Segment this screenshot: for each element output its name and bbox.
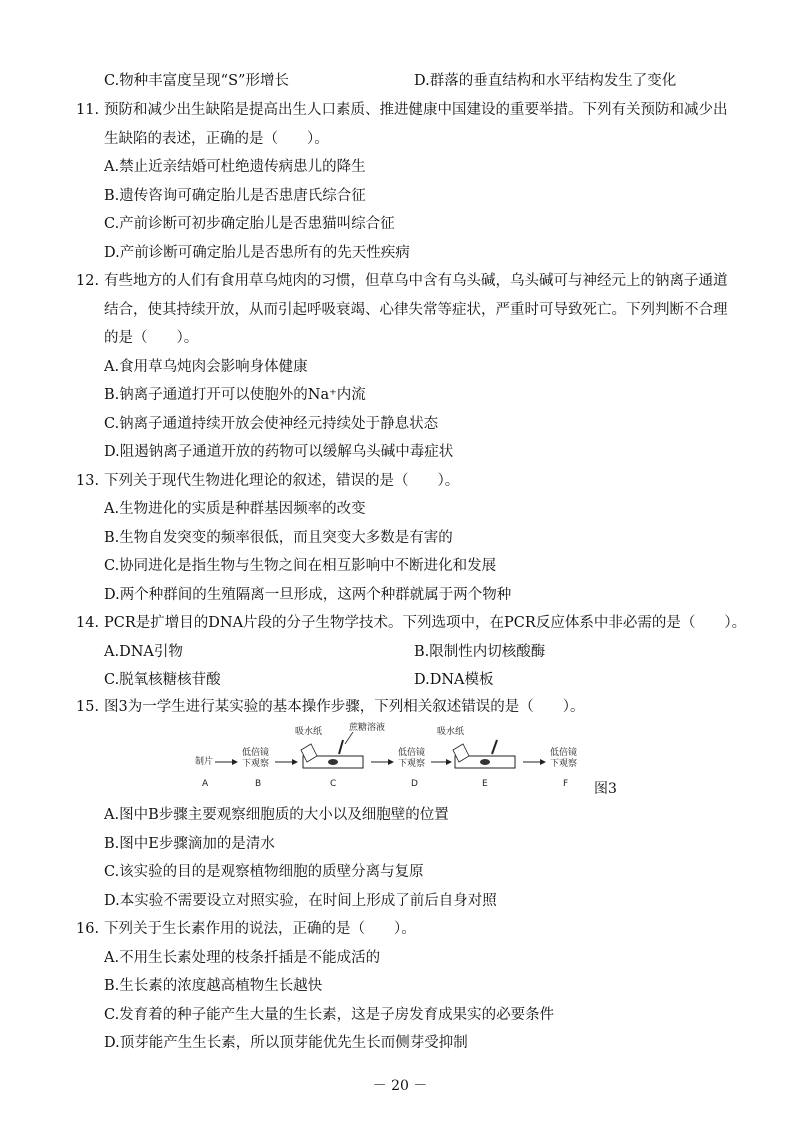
dropper-icon (492, 740, 497, 754)
option-d: D.两个种群间的生殖隔离一旦形成，这两个种群就属于两个物种 (104, 587, 512, 603)
step-letter: D (411, 779, 418, 789)
option-a: A.不用生长素处理的枝条扦插是不能成活的 (104, 950, 381, 966)
option-c: C.发育着的种子能产生大量的生长素，这是子房发育成果实的必要条件 (104, 1007, 555, 1023)
option-c: C.物种丰富度呈现“S”形增长 (104, 73, 289, 89)
question-number: 14. (76, 615, 100, 631)
step-c-sucrose-label: 蔗糖溶液 (349, 723, 386, 733)
option-a: A.图中B步骤主要观察细胞质的大小以及细胞壁的位置 (104, 807, 449, 823)
leader-line (345, 732, 353, 744)
option-d: D.顶芽能产生生长素，所以顶芽能优先生长而侧芽受抑制 (104, 1035, 468, 1051)
step-a-label: 制片 (195, 757, 214, 767)
option-c: C.该实验的目的是观察植物细胞的质壁分离与复原 (104, 864, 424, 880)
option-b: B.限制性内切核酸酶 (414, 644, 546, 660)
option-d: D.DNA模板 (414, 672, 494, 688)
page-number: － 20 － (372, 1078, 428, 1094)
option-c: C.协同进化是指生物与生物之间在相互影响中不断进化和发展 (104, 558, 497, 574)
step-letter: F (563, 779, 569, 789)
option-d: D.本实验不需要设立对照实验，在时间上形成了前后自身对照 (104, 893, 497, 909)
option-d: D.产前诊断可确定胎儿是否患所有的先天性疾病 (104, 245, 410, 261)
figure-caption: 图3 (594, 781, 617, 797)
option-b: B.生物自发突变的频率很低，而且突变大多数是有害的 (104, 530, 453, 546)
option-b: B.遗传咨询可确定胎儿是否患唐氏综合征 (104, 188, 366, 204)
dropper-icon (339, 740, 343, 754)
step-e-paper-label: 吸水纸 (437, 727, 465, 737)
question-stem: 的是（ ）。 (104, 330, 199, 346)
step-c-paper-label: 吸水纸 (295, 727, 323, 737)
question-stem: 有些地方的人们有食用草乌炖肉的习惯，但草乌中含有乌头碱，乌头碱可与神经元上的钠离子通道 (104, 273, 728, 289)
specimen-icon (328, 759, 338, 765)
question-number: 12. (76, 273, 100, 289)
option-d: D.群落的垂直结构和水平结构发生了变化 (414, 73, 677, 89)
question-stem: PCR是扩增目的DNA片段的分子生物学技术。下列选项中，在PCR反应体系中非必需的是（ ）。 (104, 615, 747, 631)
step-b-label-2: 下观察 (242, 759, 270, 769)
question-stem: 预防和减少出生缺陷是提高出生人口素质、推进健康中国建设的重要举措。下列有关预防和减少出 (104, 102, 728, 118)
question-number: 11. (76, 102, 100, 118)
question-stem: 下列关于现代生物进化理论的叙述，错误的是（ ）。 (104, 473, 460, 489)
step-d-label-1: 低倍镜 (398, 748, 426, 758)
step-letter: C (330, 779, 337, 789)
option-c: C.脱氧核糖核苷酸 (104, 672, 221, 688)
question-stem: 结合，使其持续开放，从而引起呼吸衰竭、心律失常等症状，严重时可导致死亡。下列判断不合理 (104, 302, 728, 318)
question-number: 16. (76, 921, 100, 937)
option-a: A.禁止近亲结婚可杜绝遗传病患儿的降生 (104, 159, 366, 175)
question-stem: 图3为一学生进行某实验的基本操作步骤，下列相关叙述错误的是（ ）。 (104, 699, 585, 715)
option-d: D.阻遏钠离子通道开放的药物可以缓解乌头碱中毒症状 (104, 444, 454, 460)
step-d-label-2: 下观察 (398, 759, 426, 769)
step-letter: A (202, 779, 209, 789)
question-stem: 下列关于生长素作用的说法，正确的是（ ）。 (104, 921, 416, 937)
option-a: A.食用草乌炖肉会影响身体健康 (104, 359, 308, 375)
step-b-label-1: 低倍镜 (242, 748, 270, 758)
experiment-steps-figure (185, 722, 605, 794)
option-c: C.产前诊断可初步确定胎儿是否患猫叫综合征 (104, 216, 395, 232)
option-c: C.钠离子通道持续开放会使神经元持续处于静息状态 (104, 416, 439, 432)
step-f-label-1: 低倍镜 (550, 748, 578, 758)
option-a: A.DNA引物 (104, 644, 183, 660)
option-b: B.钠离子通道打开可以使胞外的Na⁺内流 (104, 387, 366, 403)
option-b: B.生长素的浓度越高植物生长越快 (104, 978, 323, 994)
question-number: 15. (76, 699, 100, 715)
specimen-icon (480, 759, 490, 765)
step-f-label-2: 下观察 (550, 759, 578, 769)
question-number: 13. (76, 473, 100, 489)
question-stem: 生缺陷的表述，正确的是（ ）。 (104, 131, 329, 147)
step-letter: B (255, 779, 262, 789)
option-b: B.图中E步骤滴加的是清水 (104, 836, 275, 852)
option-a: A.生物进化的实质是种群基因频率的改变 (104, 501, 366, 517)
step-letter: E (482, 779, 488, 789)
